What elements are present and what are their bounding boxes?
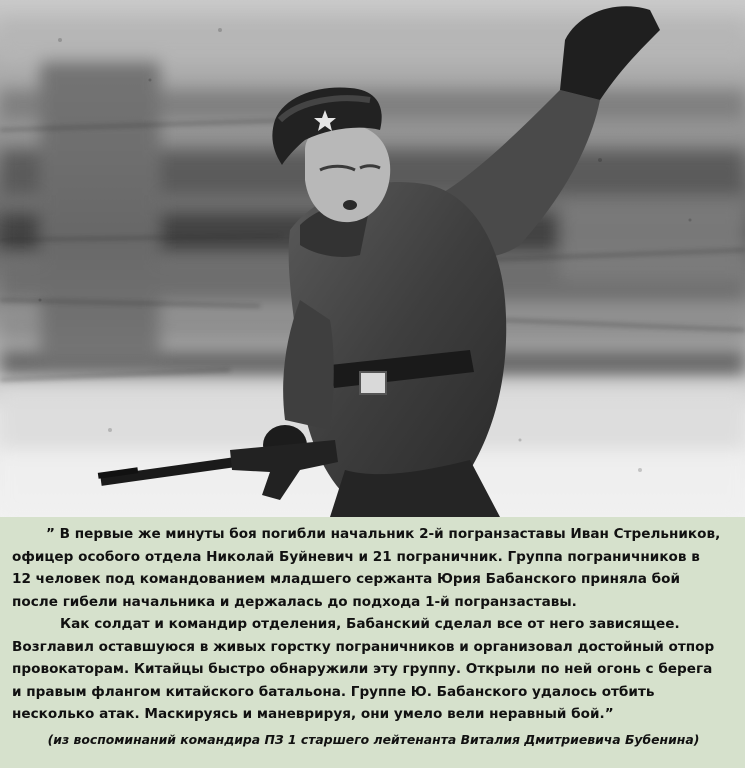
quote-line-6: Возглавил оставшуюся в живых горстку пограничников и организовал достойный отпор [12,638,715,655]
quote-line-9: несколько атак. Маскируясь и маневрируя, они умело вели неравный бой.” [12,706,614,722]
quote-line-2: офицер особого отдела Николай Буйневич и 21 пограничник. Группа пограничников в [12,548,700,565]
caption-block [0,517,745,768]
quote-text [12,523,735,726]
quote-line-1: ” В первые же минуты боя погибли начальник 2-й погранзаставы Иван Стрельников, [46,526,721,542]
source-attribution: (из воспоминаний командира ПЗ 1 старшего лейтенанта Виталия Дмитриевича Бубенина) [47,731,700,747]
quote-line-3: 12 человек под командованием младшего сержанта Юрия Бабанского приняла бой [12,571,681,587]
quote-line-4: после гибели начальника и держалась до подхода 1-й погранзаставы. [12,593,577,610]
quote-line-8: и правым флангом китайского батальона. Группе Ю. Бабанского удалось отбить [12,683,655,700]
quote-line-7: провокаторам. Китайцы быстро обнаружили эту группу. Открыли по ней огонь с берега [12,661,713,677]
quote-line-5: Как солдат и командир отделения, Бабанский сделал все от него зависящее. [60,616,680,632]
